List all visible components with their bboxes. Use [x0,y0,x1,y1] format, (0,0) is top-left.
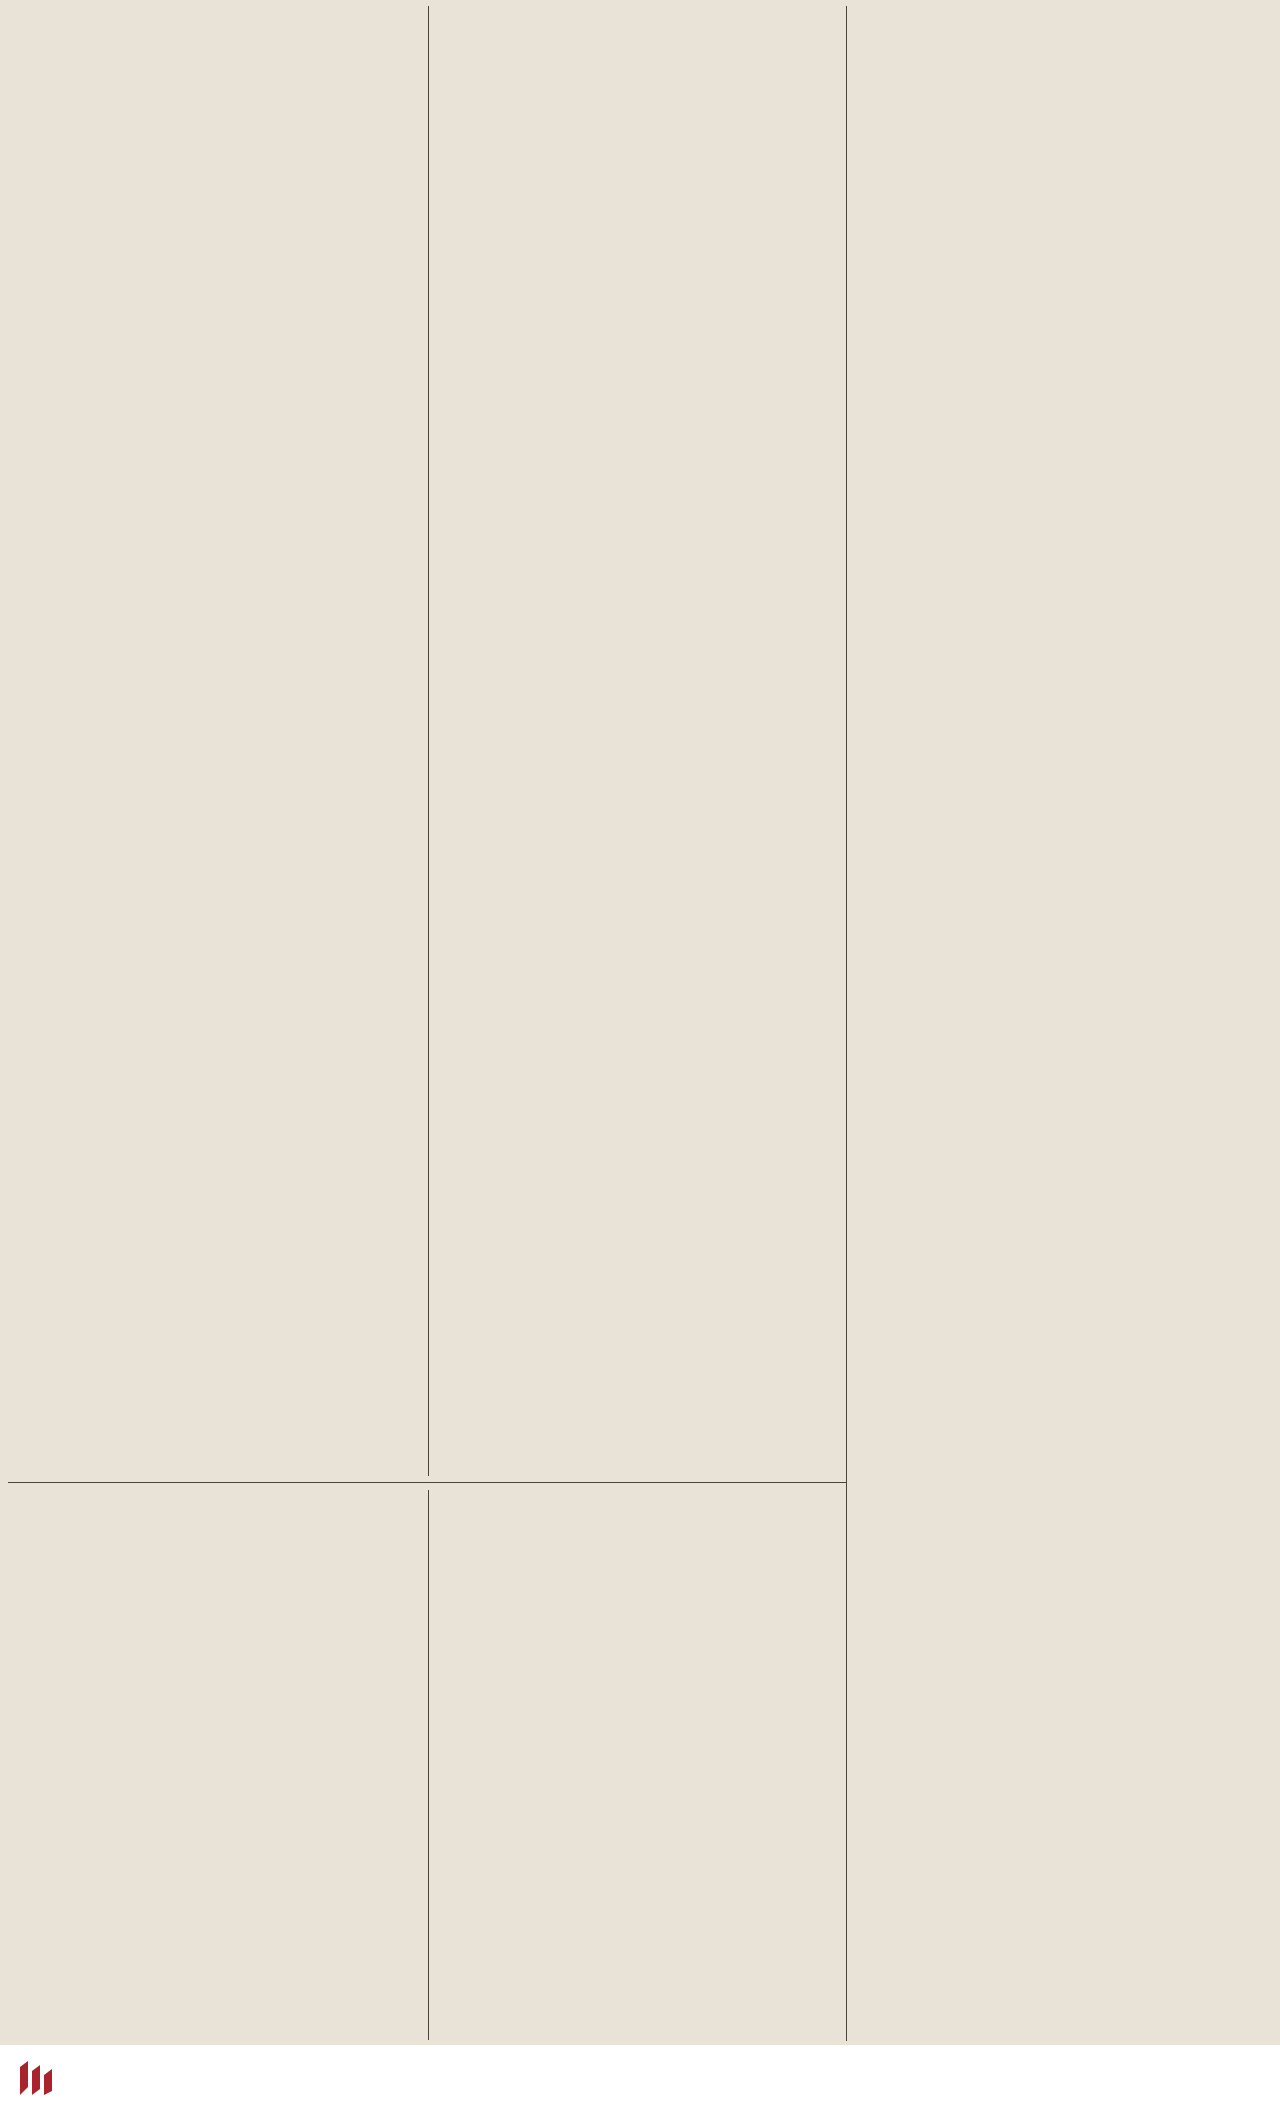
column-1 [8,6,420,1476]
column-3 [854,6,1272,2041]
bottom-left-article [8,1490,420,2040]
column-rule-1 [428,6,429,1476]
column-rule-3 [428,1490,429,2040]
section-rule [8,1482,846,1483]
digital-library-footer [0,2045,1280,2113]
university-seal-icon [14,2057,58,2101]
column-rule-2 [846,6,847,2041]
bottom-mid-article [436,1490,838,2040]
column-2 [436,6,838,1476]
